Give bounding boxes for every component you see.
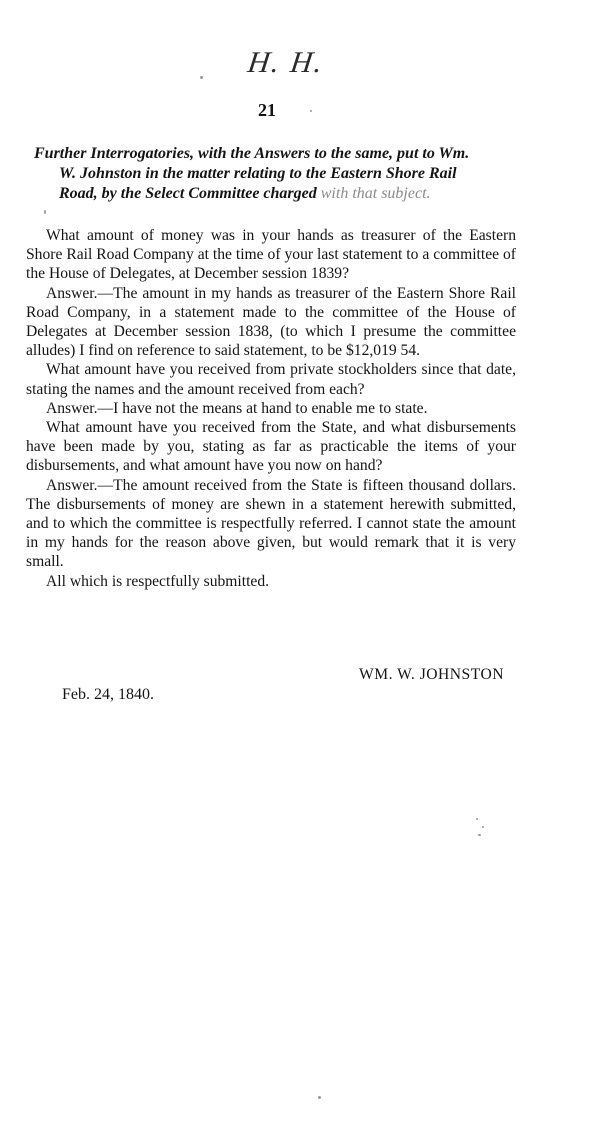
question-2: What amount have you received from private stockholders since that date, stating the names and the amount received from each? xyxy=(26,361,516,398)
speck-mark xyxy=(310,110,312,112)
handwritten-mark: H. H. xyxy=(245,46,327,79)
answer-2: Answer.—I have not the means at hand to enable me to state. xyxy=(46,399,428,417)
speck-mark xyxy=(482,826,484,828)
closing-statement: All which is respectfully submitted. xyxy=(46,572,270,590)
speck-mark xyxy=(478,834,481,836)
question-1: What amount of money was in your hands as treasurer of the Eastern Shore Rail Road Company at the time of your last statement to a committee of the House of Delegates, at December session 1839? xyxy=(26,227,516,283)
heading-line-3-faint: with that subject. xyxy=(320,185,431,202)
question-3: What amount have you received from the State, and what disbursements have been made by you, stating as far as practicable the items of your disbursements, and what amount have you now on hand? xyxy=(26,419,516,475)
answer-1: Answer.—The amount in my hands as treasurer of the Eastern Shore Rail Road Company, in a statement made to the committee of the House of Delegates at December session 1838, (to which I presume the committee alludes) I find on reference to said statement, to be $12,019 54. xyxy=(26,284,516,360)
speck-mark xyxy=(476,818,478,820)
answer-3: Answer.—The amount received from the State is fifteen thousand dollars. The disbursements of money are shewn in a statement herewith submitted, and to which the committee is respectfully referred. I cannot state the amount in my hands for the reason above given, but would remark that it is very small. xyxy=(26,476,516,571)
speck-mark xyxy=(318,1096,321,1099)
date: Feb. 24, 1840. xyxy=(62,686,154,703)
speck-mark xyxy=(44,210,46,214)
heading-line-1: Further Interrogatories, with the Answers to the same, put to Wm. xyxy=(34,145,470,162)
heading xyxy=(34,144,554,204)
heading-line-3-main: Road, by the Select Committee charged xyxy=(59,185,321,202)
body-text xyxy=(26,226,516,591)
signature: WM. W. JOHNSTON xyxy=(359,666,504,683)
heading-line-3 xyxy=(34,184,554,204)
heading-line-2: W. Johnston in the matter relating to the Eastern Shore Rail xyxy=(59,165,457,182)
page-number: 21 xyxy=(258,100,276,120)
speck-mark xyxy=(200,76,203,79)
